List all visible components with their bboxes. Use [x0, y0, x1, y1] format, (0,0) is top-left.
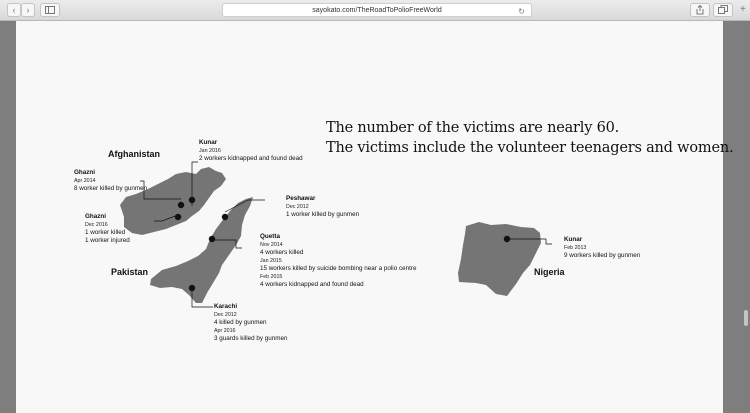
- chevron-left-icon: ‹: [12, 5, 16, 15]
- headline-line-1: The number of the victims are nearly 60.: [326, 120, 620, 136]
- event-text: 1 worker killed by gunmen: [286, 211, 360, 218]
- share-button[interactable]: [690, 3, 710, 17]
- page-content: [16, 21, 734, 413]
- dot-ghazni-1: [178, 202, 184, 208]
- event-text: 15 workers killed by suicide bombing near a polio centre: [260, 265, 417, 272]
- event-text: 4 workers killed: [260, 249, 304, 256]
- tabs-button[interactable]: [713, 3, 733, 17]
- event-text: 4 killed by gunmen: [214, 319, 267, 326]
- event-text-2: 1 worker injured: [85, 237, 130, 244]
- reload-icon[interactable]: ↻: [518, 7, 525, 16]
- annotation-kunar-nigeria: [564, 236, 640, 260]
- date-label: Feb 2013: [564, 245, 587, 251]
- place-label: Ghazni: [74, 169, 95, 176]
- address-bar[interactable]: [222, 3, 532, 17]
- place-label: Kunar: [199, 139, 218, 146]
- country-label-afghanistan: Afghanistan: [108, 149, 161, 159]
- annotation-peshawar: [286, 195, 359, 219]
- annotation-kunar-afghanistan: [199, 139, 303, 163]
- event-text: 9 workers killed by gunmen: [564, 252, 641, 259]
- plus-icon[interactable]: +: [740, 4, 746, 15]
- annotation-ghazni-1: [74, 169, 147, 193]
- place-label: Karachi: [214, 303, 238, 310]
- sidebar-button[interactable]: [40, 3, 60, 17]
- date-label: Dec 2016: [85, 222, 108, 228]
- event-text: 3 guards killed by gunmen: [214, 335, 288, 342]
- dot-kunar-af: [189, 197, 195, 203]
- date-label: Jan 2015: [260, 258, 282, 264]
- chevron-right-icon: ›: [26, 5, 30, 15]
- forward-button[interactable]: [21, 3, 35, 17]
- date-label: Apr 2016: [214, 328, 236, 334]
- date-label: Feb 2015: [260, 274, 283, 280]
- dot-karachi: [189, 285, 195, 291]
- back-button[interactable]: [7, 3, 21, 17]
- annotation-ghazni-2: [85, 213, 130, 245]
- nigeria-map: [458, 222, 541, 296]
- annotation-karachi: [214, 303, 288, 343]
- event-text: 1 worker killed: [85, 229, 126, 236]
- scrollbar[interactable]: [723, 21, 750, 413]
- share-icon: [696, 5, 704, 15]
- dot-quetta: [209, 236, 215, 242]
- url-text: sayokato.com/TheRoadToPolioFreeWorld: [312, 7, 442, 14]
- place-label: Quetta: [260, 233, 280, 240]
- place-label: Ghazni: [85, 213, 106, 220]
- dot-ghazni-2: [175, 214, 181, 220]
- headline-line-2: The victims include the volunteer teenagers and women.: [326, 140, 734, 156]
- date-label: Jan 2016: [199, 148, 221, 154]
- dot-kunar-ng: [504, 236, 510, 242]
- place-label: Peshawar: [286, 195, 316, 202]
- date-label: Dec 2012: [286, 204, 309, 210]
- tabs-icon: [718, 5, 728, 14]
- place-label: Kunar: [564, 236, 583, 243]
- date-label: Apr 2014: [74, 178, 96, 184]
- country-label-pakistan: Pakistan: [111, 267, 149, 277]
- event-text: 2 workers kidnapped and found dead: [199, 155, 303, 162]
- scrollbar-thumb[interactable]: [744, 310, 748, 326]
- event-text: 4 workers kidnapped and found dead: [260, 281, 364, 288]
- dot-peshawar: [222, 214, 228, 220]
- country-label-nigeria: Nigeria: [534, 267, 565, 277]
- browser-toolbar: [0, 0, 750, 21]
- date-label: Nov 2014: [260, 242, 283, 248]
- date-label: Dec 2012: [214, 312, 237, 318]
- event-text: 8 worker killed by gunmen: [74, 185, 148, 192]
- annotation-quetta: [260, 233, 416, 289]
- sidebar-icon: [45, 6, 55, 14]
